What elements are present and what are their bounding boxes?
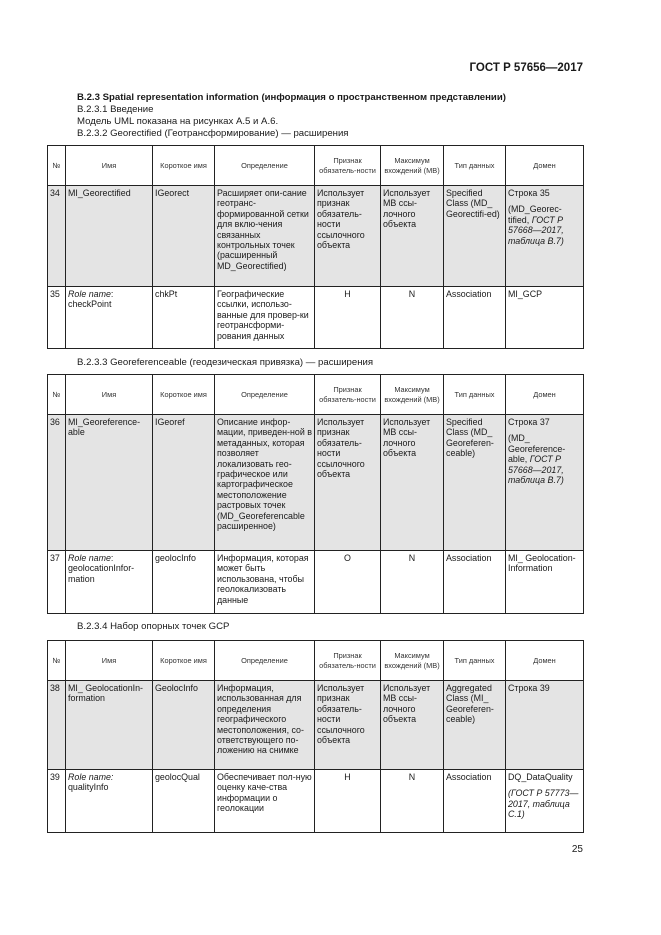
domain-reference: (ГОСТ Р 57773—2017, таблица C.1) — [508, 788, 579, 820]
col-header: № — [48, 641, 66, 681]
short-name: IGeorect — [153, 186, 215, 287]
col-header: Определение — [215, 641, 315, 681]
domain-value: Строка 35 — [508, 188, 550, 198]
table-row — [48, 770, 584, 833]
role-name-label: Role name — [68, 553, 111, 563]
table-header-row — [48, 146, 584, 186]
intro-heading: B.2.3.1 Введение — [77, 104, 154, 115]
max-occurrence: Использует МВ ссы-лочного объекта — [381, 681, 444, 770]
definition: Описание инфор-мации, приведен-ной в метаданных, которая позволяет локализовать гео-графическое или картографическое местоположение растровых точек (MD_Georeferencable расширенное) — [215, 415, 315, 551]
domain-value: DQ_DataQuality — [508, 772, 573, 782]
max-occurrence: Использует МВ ссы-лочного объекта — [381, 415, 444, 551]
col-header: Короткое имя — [153, 146, 215, 186]
table-caption: B.2.3.4 Набор опорных точек GCP — [77, 621, 230, 632]
table-caption: B.2.3.2 Georectified (Геотрансформирование) — расширения — [77, 128, 349, 139]
spec-table — [47, 145, 584, 349]
role-name-label: Role name: — [68, 772, 114, 782]
obligation: О — [315, 551, 381, 614]
element-name: MI_Georectified — [66, 186, 153, 287]
col-header: Имя — [66, 146, 153, 186]
col-header: Домен — [506, 146, 584, 186]
domain — [506, 415, 584, 551]
col-header: Тип данных — [444, 146, 506, 186]
definition: Географические ссылки, использо-ванные для провер-ки геотрансформи-рования данных — [215, 287, 315, 349]
obligation: Н — [315, 287, 381, 349]
col-header: Домен — [506, 375, 584, 415]
data-type: Association — [444, 287, 506, 349]
row-number: 34 — [48, 186, 66, 287]
max-occurrence: N — [381, 287, 444, 349]
table-row — [48, 186, 584, 287]
data-type: Association — [444, 551, 506, 614]
short-name: IGeoref — [153, 415, 215, 551]
domain-class: (MD_ Georeference-able, — [508, 433, 566, 465]
domain-reference: ГОСТ Р 57668—2017, таблица B.7) — [508, 214, 564, 246]
domain — [506, 770, 584, 833]
col-header: Признак обязатель-ности — [315, 375, 381, 415]
role-name-value: : checkPoint — [68, 289, 114, 310]
col-header: Определение — [215, 375, 315, 415]
row-number: 39 — [48, 770, 66, 833]
max-occurrence: N — [381, 551, 444, 614]
domain-reference: ГОСТ Р 57668—2017, таблица B.7) — [508, 454, 564, 486]
row-number: 35 — [48, 287, 66, 349]
col-header: Домен — [506, 641, 584, 681]
role-name-value: qualityInfo — [68, 782, 109, 793]
element-name — [66, 287, 153, 349]
col-header: Тип данных — [444, 641, 506, 681]
col-header: Имя — [66, 375, 153, 415]
col-header: Определение — [215, 146, 315, 186]
standard-header: ГОСТ Р 57656—2017 — [469, 62, 583, 74]
short-name: GeolocInfo — [153, 681, 215, 770]
table-row — [48, 415, 584, 551]
domain-class: (MD_Georec-tified, — [508, 204, 562, 225]
col-header: Тип данных — [444, 375, 506, 415]
data-type: Specified Class (MD_ Georectifi-ed) — [444, 186, 506, 287]
domain-value: Строка 37 — [508, 417, 550, 427]
col-header: Короткое имя — [153, 375, 215, 415]
col-header: Признак обязатель-ности — [315, 641, 381, 681]
col-header: Имя — [66, 641, 153, 681]
domain: MI_GCP — [506, 287, 584, 349]
data-type: Association — [444, 770, 506, 833]
short-name: chkPt — [153, 287, 215, 349]
table-caption: B.2.3.3 Georeferenceable (геодезическая привязка) — расширения — [77, 357, 374, 368]
data-type: Specified Class (MD_ Georeferen-ceable) — [444, 415, 506, 551]
table-row — [48, 287, 584, 349]
element-name: MI_ GeolocationIn-formation — [66, 681, 153, 770]
max-occurrence: Использует МВ ссы-лочного объекта — [381, 186, 444, 287]
col-header: Максимум вхождений (МВ) — [381, 146, 444, 186]
section-title: B.2.3 Spatial representation information (информация о пространственном представлении) — [77, 92, 506, 103]
element-name — [66, 770, 153, 833]
table-row — [48, 551, 584, 614]
table-header-row — [48, 641, 584, 681]
col-header: Максимум вхождений (МВ) — [381, 375, 444, 415]
domain: Строка 39 — [506, 681, 584, 770]
obligation: Н — [315, 770, 381, 833]
col-header: № — [48, 146, 66, 186]
table-header-row — [48, 375, 584, 415]
obligation: Использует признак обязатель-ности ссылочного объекта — [315, 415, 381, 551]
domain: MI_ Geolocation-Information — [506, 551, 584, 614]
role-name-value: : geolocationInfor-mation — [68, 553, 135, 584]
domain — [506, 186, 584, 287]
col-header: Короткое имя — [153, 641, 215, 681]
col-header: № — [48, 375, 66, 415]
row-number: 37 — [48, 551, 66, 614]
max-occurrence: N — [381, 770, 444, 833]
col-header: Максимум вхождений (МВ) — [381, 641, 444, 681]
definition: Информация, использованная для определения географического местоположения, со-ответствующего по-ложению на снимке — [215, 681, 315, 770]
spec-table — [47, 374, 584, 614]
table-row — [48, 681, 584, 770]
spec-table — [47, 640, 584, 833]
definition: Информация, которая может быть использована, чтобы геолокализовать данные — [215, 551, 315, 614]
definition: Расширяет опи-сание геотранс-формированной сетки для вклю-чения связанных контрольных точек (расширенный MD_Georectified) — [215, 186, 315, 287]
element-name: MI_Georeference-able — [66, 415, 153, 551]
short-name: geolocInfo — [153, 551, 215, 614]
element-name — [66, 551, 153, 614]
row-number: 36 — [48, 415, 66, 551]
role-name-label: Role name — [68, 289, 111, 299]
page-number: 25 — [571, 844, 583, 855]
obligation: Использует признак обязатель-ности ссылочного объекта — [315, 681, 381, 770]
obligation: Использует признак обязатель-ности ссылочного объекта — [315, 186, 381, 287]
short-name: geolocQual — [153, 770, 215, 833]
data-type: Aggregated Class (MI_ Georeferen-ceable) — [444, 681, 506, 770]
col-header: Признак обязатель-ности — [315, 146, 381, 186]
row-number: 38 — [48, 681, 66, 770]
intro-text: Модель UML показана на рисунках A.5 и A.6. — [77, 116, 279, 127]
definition: Обеспечивает пол-ную оценку каче-ства информации о геолокации — [215, 770, 315, 833]
